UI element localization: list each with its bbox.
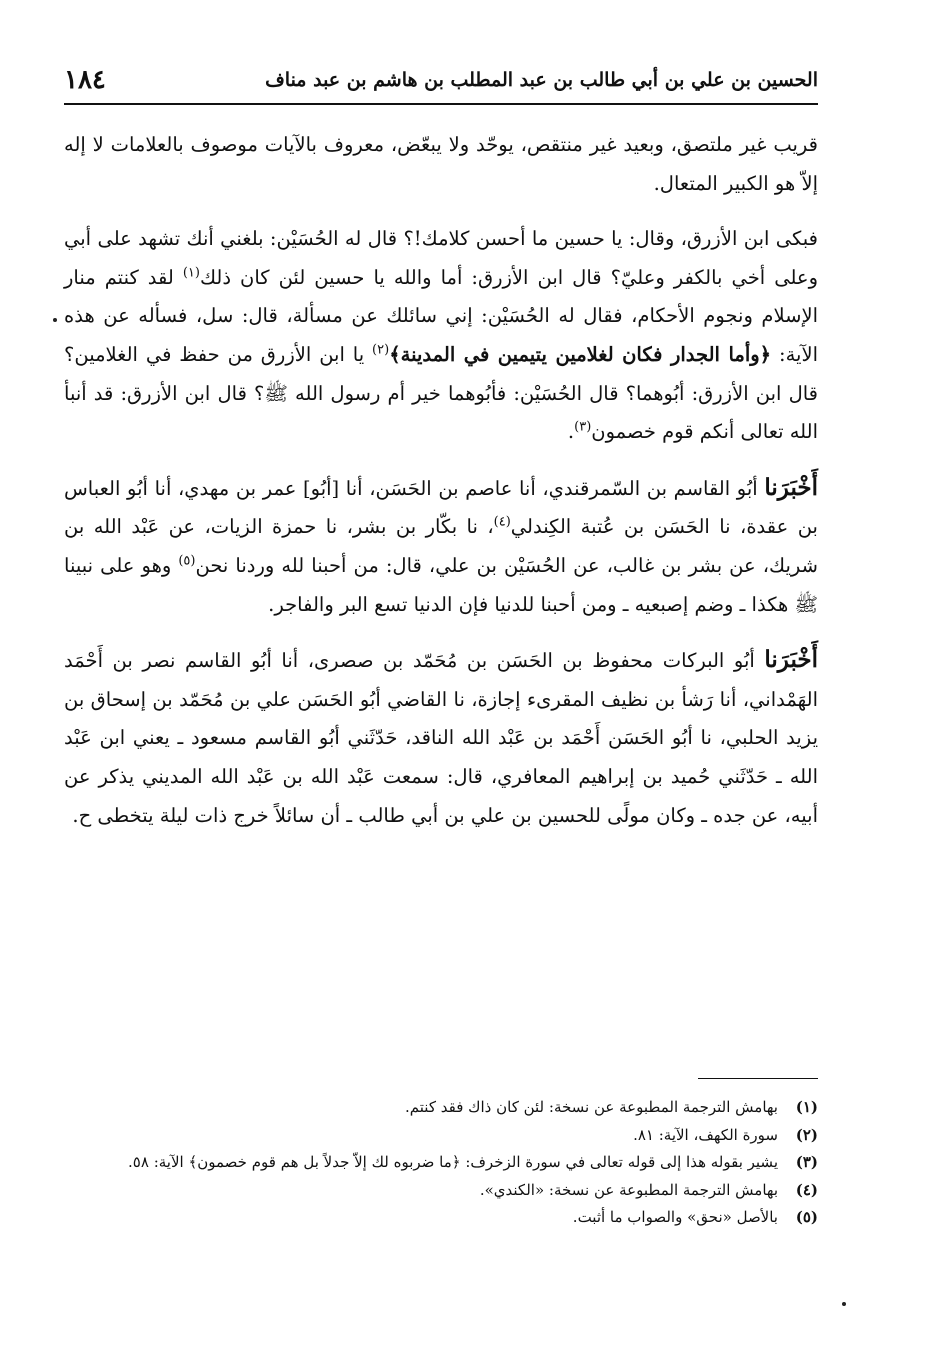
main-text — [64, 126, 818, 852]
scan-speck — [53, 318, 57, 322]
footnote-ref: (٢) — [372, 342, 390, 358]
footnote-rule — [698, 1078, 818, 1079]
text-run: ، نا بكّار بن بشر، نا حمزة الزيات، عن عَبْد الله بن شريك، عن بشر بن غالب، عن الحُسَيْن بن علي، قال: من أحبنا لله وردنا نحن — [64, 515, 818, 577]
quran-quote: ﴿وأما الجدار فكان لغلامين يتيمين في المدينة﴾ — [389, 342, 772, 366]
scan-speck — [842, 1302, 846, 1306]
footnote-number: (٤) — [795, 1180, 818, 1199]
footnote-ref: (٤) — [493, 514, 511, 530]
footnote-text: بهامش الترجمة المطبوعة عن نسخة: لئن كان ذاك فقد كنتم. — [405, 1098, 778, 1116]
footnote — [64, 1094, 818, 1122]
footnote — [64, 1122, 818, 1150]
header-rule — [64, 103, 818, 105]
isnad-lead-word: أَخْبَرَنا — [764, 473, 818, 501]
footnote-ref: (٥) — [178, 553, 196, 569]
paragraph — [64, 641, 818, 835]
paragraph — [64, 469, 818, 624]
page-number: ١٨٤ — [64, 65, 106, 95]
text-run: فبكى ابن الأزرق، وقال: يا حسين ما أحسن كلامك!؟ قال له الحُسَيْن: بلغني أنك تشهد على أبي وعلى أخي بالكفر وعليّ؟ قال ابن الأزرق: أما والله يا حسين لئن كان ذلك — [64, 227, 818, 289]
running-title: الحسين بن علي بن أبي طالب بن عبد المطلب بن هاشم بن عبد مناف — [265, 69, 818, 91]
footnote-text: بهامش الترجمة المطبوعة عن نسخة: «الكندي». — [479, 1180, 778, 1199]
footnote-number: (٣) — [795, 1153, 818, 1171]
text-run: أبُو القاسم بن السّمرقندي، أنا عاصم بن الحَسَن، أنا [أبُو] عمر بن مهدي، أنا أبُو العباس بن عقدة، نا الحَسَن بن عُتبة الكِندلي — [64, 476, 818, 539]
paragraph — [64, 126, 818, 203]
footnote — [64, 1177, 818, 1205]
text-run: . — [567, 420, 575, 444]
isnad-lead-word: أَخْبَرَنا — [764, 646, 818, 674]
footnotes — [64, 1094, 818, 1232]
footnote-text: سورة الكهف، الآية: ٨١. — [633, 1125, 778, 1144]
footnote-number: (١) — [795, 1098, 818, 1116]
footnote — [64, 1204, 818, 1232]
footnote — [64, 1149, 818, 1177]
page-header — [64, 58, 818, 102]
footnote-text: يشير بقوله هذا إلى قوله تعالى في سورة الزخرف: ﴿ما ضربوه لك إلاّ جدلاً بل هم قوم خصمون﴾ الآية: ٥٨. — [128, 1153, 778, 1171]
footnote-ref: (١) — [182, 265, 200, 281]
text-run: وهو على نبينا ﷺ هكذا ـ وضم إصبعيه ـ ومن أحبنا للدنيا فإن الدنيا تسع البر والفاجر. — [64, 553, 818, 616]
paragraph — [64, 220, 818, 452]
text-run: يا ابن الأزرق من حفظ في الغلامين؟ قال ابن الأزرق: أبُوهما؟ قال الحُسَيْن: فأبُوهما خير أم رسول الله ﷺ؟ قال ابن الأزرق: قد أنبأ الله تعالى أنكم قوم خصمون — [64, 342, 818, 444]
footnote-text: بالأصل «نحق» والصواب ما أثبت. — [572, 1208, 778, 1226]
footnote-number: (٥) — [795, 1208, 818, 1226]
footnote-ref: (٣) — [574, 419, 592, 435]
text-run: أبُو البركات محفوظ بن الحَسَن بن مُحَمّد بن صصرى، أنا أبُو القاسم نصر بن أَحْمَد الهَمْداني، أنا رَشأ بن نظيف المقرىء إجازة، نا القاضي أبُو الحَسَن علي بن مُحَمّد بن إسحاق بن يزيد الحلبي، نا أبُو الحَسَن أَحْمَد بن عَبْد الله الناقد، حَدّثَني أبُو القاسم مسعود ـ يعني ابن عَبْد الله ـ حَدّثَني حُميد بن إبراهيم المعافري، قال: سمعت عَبْد الله بن عَبْد الله المديني يذكر عن أبيه، عن جده ـ وكان مولًى للحسين بن علي بن أبي طالب ـ أن سائلاً خرج ذات ليلة يتخطى ح. — [64, 649, 818, 827]
footnote-number: (٢) — [795, 1125, 818, 1144]
text-run: لقد كنتم منار الإسلام ونجوم الأحكام، فقال له الحُسَيْن: إني سائلك عن مسألة، قال: سل، فسأله عن هذه الآية: — [64, 265, 818, 366]
text-run: قريب غير ملتصق، وبعيد غير منتقص، يوحّد ولا يبعّض، معروف بالآيات موصوف بالعلامات لا إله إلاّ هو الكبير المتعال. — [64, 133, 818, 195]
